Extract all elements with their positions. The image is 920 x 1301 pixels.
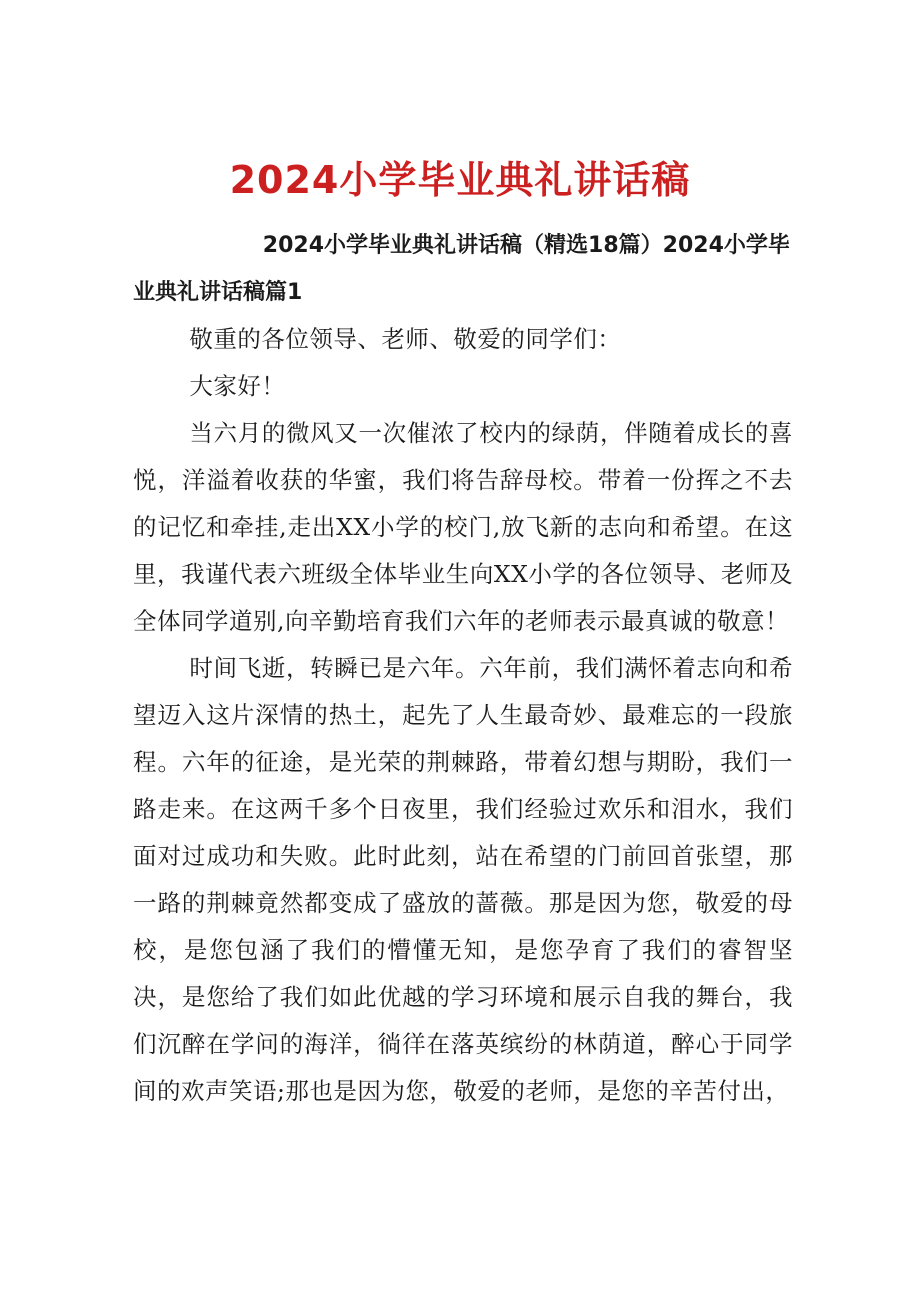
salutation-paragraph: 敬重的各位领导、老师、敬爱的同学们： bbox=[189, 325, 622, 353]
body-paragraph: 当六月的微风又一次催浓了校内的绿荫，伴随着成长的喜悦，洋溢着收获的华蜜，我们将告辞母校。带着一份挥之不去的记忆和牵挂,走出XX小学的校门,放飞新的志向和希望。在这里，我谨代表六班级全体毕业生向XX小学的各位领导、老师及全体同学道别,向辛勤培育我们六年的老师表示最真诚的敬意！ bbox=[133, 419, 793, 635]
document-subtitle: 2024小学毕业典礼讲话稿（精选18篇）2024小学毕业典礼讲话稿篇1 bbox=[133, 233, 790, 305]
document-title: 2024小学毕业典礼讲话稿 bbox=[229, 158, 691, 202]
document-body bbox=[133, 222, 793, 1115]
greeting-paragraph: 大家好！ bbox=[189, 372, 286, 400]
body-paragraph: 时间飞逝，转瞬已是六年。六年前，我们满怀着志向和希望迈入这片深情的热土，起先了人生最奇妙、最难忘的一段旅程。六年的征途，是光荣的荆棘路，带着幻想与期盼，我们一路走来。在这两千多个日夜里，我们经验过欢乐和泪水，我们面对过成功和失败。此时此刻，站在希望的门前回首张望，那一路的荆棘竟然都变成了盛放的蔷薇。那是因为您，敬爱的母校，是您包涵了我们的懵懂无知，是您孕育了我们的睿智坚决，是您给了我们如此优越的学习环境和展示自我的舞台，我们沉醉在学问的海洋，徜徉在落英缤纷的林荫道，醉心于同学间的欢声笑语;那也是因为您，敬爱的老师，是您的辛苦付出， bbox=[133, 654, 793, 1105]
